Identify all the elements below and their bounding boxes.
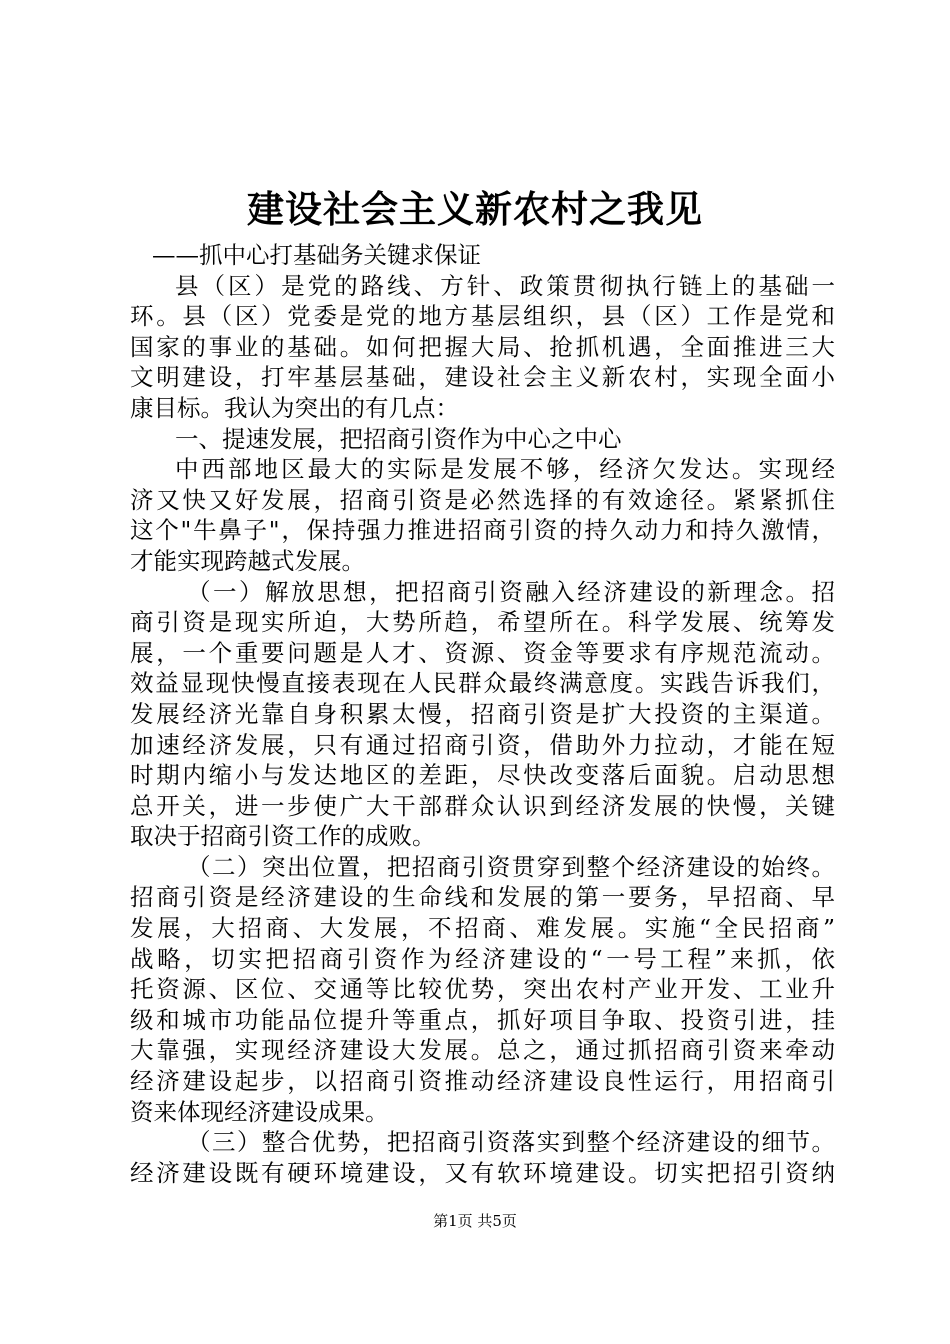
body-line: 展，一个重要问题是人才、资源、资金等要求有序规范流动。 [130, 638, 835, 667]
body-line: 经济建设起步，以招商引资推动经济建设良性运行，用招商引 [130, 1067, 835, 1096]
body-line: 环。县（区）党委是党的地方基层组织，县（区）工作是党和 [130, 302, 835, 331]
body-line: 国家的事业的基础。如何把握大局、抢抓机遇，全面推进三大 [130, 332, 835, 361]
body-line: 招商引资是经济建设的生命线和发展的第一要务，早招商、早 [130, 883, 835, 912]
subsection-line: （三）整合优势，把招商引资落实到整个经济建设的细节。 [187, 1128, 835, 1157]
body-line: 加速经济发展，只有通过招商引资，借助外力拉动，才能在短 [130, 730, 835, 759]
page-indicator: 第1页 共5页 [433, 1212, 517, 1230]
subsection-line: （二）突出位置，把招商引资贯穿到整个经济建设的始终。 [187, 852, 835, 881]
subsection-line: （一）解放思想，把招商引资融入经济建设的新理念。招 [187, 577, 835, 606]
section-heading: 一、提速发展，把招商引资作为中心之中心 [175, 424, 622, 453]
body-line: 中西部地区最大的实际是发展不够，经济欠发达。实现经 [175, 455, 835, 484]
body-line: 大靠强，实现经济建设大发展。总之，通过抓招商引资来牵动 [130, 1036, 835, 1065]
body-line: 时期内缩小与发达地区的差距，尽快改变落后面貌。启动思想 [130, 761, 835, 790]
body-line: 康目标。我认为突出的有几点： [130, 393, 459, 422]
body-line: 经济建设既有硬环境建设，又有软环境建设。切实把招引资纳 [130, 1158, 835, 1187]
body-line: 级和城市功能品位提升等重点，抓好项目争取、投资引进，挂 [130, 1005, 835, 1034]
body-line: 效益显现快慢直接表现在人民群众最终满意度。实践告诉我们， [130, 669, 835, 698]
body-line: 发展，大招商、大发展，不招商、难发展。实施“全民招商” [130, 914, 835, 943]
document-title: 建设社会主义新农村之我见 [247, 187, 703, 231]
body-line: 文明建设，打牢基层基础，建设社会主义新农村，实现全面小 [130, 363, 835, 392]
body-line: 战略，切实把招商引资作为经济建设的“一号工程”来抓，依 [130, 944, 835, 973]
body-line: 托资源、区位、交通等比较优势，突出农村产业开发、工业升 [130, 975, 835, 1004]
body-line: 取决于招商引资工作的成败。 [130, 822, 436, 851]
body-line: 县（区）是党的路线、方针、政策贯彻执行链上的基础一 [175, 271, 835, 300]
document-body [130, 240, 835, 1188]
body-line: 发展经济光靠自身积累太慢，招商引资是扩大投资的主渠道。 [130, 699, 835, 728]
body-line: 才能实现跨越式发展。 [130, 546, 365, 575]
subtitle-line: ——抓中心打基础务关键求保证 [152, 241, 481, 269]
body-line: 济又快又好发展，招商引资是必然选择的有效途径。紧紧抓住 [130, 485, 835, 514]
body-line: 商引资是现实所迫，大势所趋，希望所在。科学发展、统筹发 [130, 608, 835, 637]
body-line: 资来体现经济建设成果。 [130, 1097, 389, 1126]
body-line: 总开关，进一步使广大干部群众认识到经济发展的快慢，关键 [130, 791, 835, 820]
body-line: 这个"牛鼻子"，保持强力推进招商引资的持久动力和持久激情， [130, 516, 835, 545]
